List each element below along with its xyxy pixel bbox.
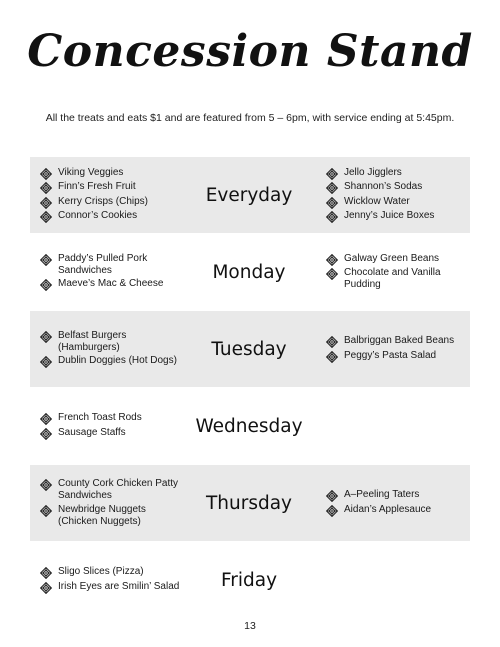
menu-item [326,335,470,348]
menu-items-left [30,411,182,442]
menu-item [40,196,182,209]
menu-item-label: Sligo Slices (Pizza) [58,566,144,578]
celtic-knot-bullet-icon [40,356,52,368]
menu-item-label: Jenny’s Juice Boxes [344,210,435,222]
day-label: Wednesday [195,415,303,437]
menu-item-label: Belfast Burgers (Hamburgers) [58,329,127,353]
celtic-knot-bullet-icon [40,279,52,291]
celtic-knot-bullet-icon [40,567,52,579]
celtic-knot-bullet-icon [326,182,338,194]
menu-item [40,566,182,579]
menu-item [40,478,182,502]
pricing-note: All the treats and eats $1 and are featured from 5 – 6pm, with service ending at 5:45pm. [45,112,455,124]
menu-item-label: Finn’s Fresh Fruit [58,181,136,193]
menu-items-left [30,251,182,293]
menu-items-right [316,488,470,519]
menu-item-label: Chocolate and Vanilla Pudding [344,267,441,291]
menu-item [40,253,182,277]
celtic-knot-bullet-icon [326,268,338,280]
menu-item [40,278,182,291]
celtic-knot-bullet-icon [326,351,338,363]
menu-item [40,330,182,354]
menu-item [40,427,182,440]
menu-item [40,181,182,194]
menu-row-tuesday [30,311,470,387]
menu-items-right [316,165,470,225]
menu-items-right [316,251,470,293]
page-title: Concession Stand [27,26,473,77]
celtic-knot-bullet-icon [40,211,52,223]
day-label: Friday [220,569,278,591]
menu-item-label: Viking Veggies [58,166,124,178]
menu-item-label: Sausage Staffs [58,426,126,438]
menu-item [326,504,470,517]
menu-item [40,210,182,223]
menu-item-label: Kerry Crisps (Chips) [58,195,149,207]
menu-item-label: Dublin Doggies (Hot Dogs) [58,355,177,367]
celtic-knot-bullet-icon [326,490,338,502]
menu-row-thursday [30,465,470,541]
celtic-knot-bullet-icon [40,505,52,517]
menu-item-label: Connor’s Cookies [58,210,138,222]
menu-row-wednesday [30,388,470,464]
menu-item-label: Aidan’s Applesauce [344,503,432,515]
menu-item-label: Galway Green Beans [344,252,440,264]
celtic-knot-bullet-icon [326,211,338,223]
menu-row-friday [30,542,470,618]
celtic-knot-bullet-icon [326,505,338,517]
celtic-knot-bullet-icon [326,168,338,180]
menu-row-everyday [30,157,470,233]
page-number: 13 [244,620,256,632]
menu-items-left [30,165,182,225]
menu-item-label: Wicklow Water [344,195,410,207]
menu-item [40,167,182,180]
menu-item [326,350,470,363]
menu-item [326,489,470,502]
menu-item-label: Maeve’s Mac & Cheese [58,278,164,290]
menu-table [30,157,470,619]
menu-item-label: Peggy’s Pasta Salad [344,349,437,361]
celtic-knot-bullet-icon [40,582,52,594]
celtic-knot-bullet-icon [40,254,52,266]
menu-items-right [316,334,470,365]
day-label: Tuesday [211,338,287,360]
menu-item-label: County Cork Chicken Patty Sandwiches [58,478,179,502]
menu-item [326,181,470,194]
day-label: Everyday [205,184,293,206]
celtic-knot-bullet-icon [40,168,52,180]
menu-item [326,253,470,266]
menu-item [40,581,182,594]
menu-item-label: French Toast Rods [58,412,142,424]
menu-items-left [30,565,182,596]
menu-item [40,504,182,528]
celtic-knot-bullet-icon [40,197,52,209]
menu-item [326,267,470,291]
menu-item [326,210,470,223]
celtic-knot-bullet-icon [326,254,338,266]
celtic-knot-bullet-icon [40,331,52,343]
menu-items-left [30,328,182,370]
menu-item-label: Shannon’s Sodas [344,181,423,193]
menu-item-label: Newbridge Nuggets (Chicken Nuggets) [58,503,146,527]
menu-item-label: A–Peeling Taters [344,489,420,501]
menu-items-left [30,477,182,530]
menu-item [326,167,470,180]
menu-item [326,196,470,209]
celtic-knot-bullet-icon [326,197,338,209]
menu-item [40,412,182,425]
menu-item-label: Balbriggan Baked Beans [344,335,455,347]
celtic-knot-bullet-icon [40,479,52,491]
menu-item-label: Jello Jigglers [344,166,402,178]
celtic-knot-bullet-icon [40,428,52,440]
menu-item-label: Paddy’s Pulled Pork Sandwiches [58,252,148,276]
menu-row-monday [30,234,470,310]
day-label: Monday [212,261,286,283]
menu-item [40,355,182,368]
celtic-knot-bullet-icon [326,336,338,348]
day-label: Thursday [205,492,293,514]
menu-item-label: Irish Eyes are Smilin’ Salad [58,580,180,592]
celtic-knot-bullet-icon [40,413,52,425]
celtic-knot-bullet-icon [40,182,52,194]
